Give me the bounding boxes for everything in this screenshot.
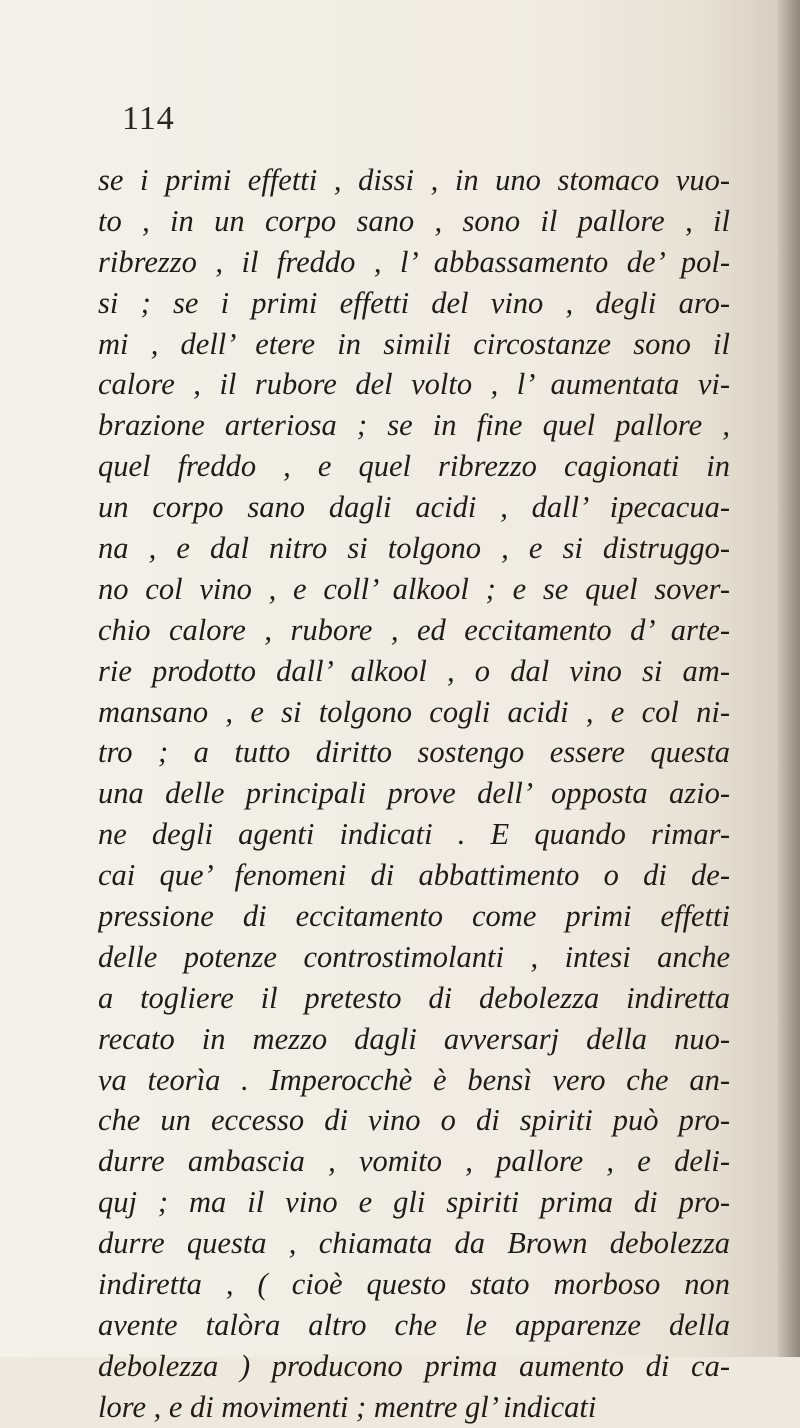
text-line: avente talòra altro che le apparenze della [98, 1307, 730, 1342]
text-line: cai que’ fenomeni di abbattimento o di de- [98, 858, 730, 893]
page-number: 114 [122, 100, 175, 137]
text-line: rie prodotto dall’ alkool , o dal vino si am- [98, 653, 730, 688]
text-line: indiretta , ( cioè questo stato morboso non [98, 1267, 730, 1302]
text-line: quel freddo , e quel ribrezzo cagionati in [98, 449, 730, 484]
text-line: si ; se i primi effetti del vino , degli aro- [98, 285, 730, 320]
text-line: no col vino , e coll’ alkool ; e se quel sover- [98, 571, 730, 606]
text-line: na , e dal nitro si tolgono , e si distruggo- [98, 531, 730, 566]
text-line: pressione di eccitamento come primi effetti [98, 899, 730, 934]
text-line: to , in un corpo sano , sono il pallore , il [98, 203, 730, 238]
text-line: delle potenze controstimolanti , intesi anche [98, 939, 730, 974]
text-line: che un eccesso di vino o di spiriti può pro- [98, 1103, 730, 1138]
text-line: lore , e di movimenti ; mentre gl’ indicati [98, 1389, 597, 1424]
text-line: un corpo sano dagli acidi , dall’ ipecacua- [98, 490, 730, 525]
text-line: mansano , e si tolgono cogli acidi , e col ni- [98, 694, 730, 729]
body-text [98, 160, 730, 1428]
text-line: calore , il rubore del volto , l’ aumentata vi- [98, 367, 730, 402]
text-line: ne degli agenti indicati . E quando rimar- [98, 817, 730, 852]
text-line: a togliere il pretesto di debolezza indiretta [98, 980, 730, 1015]
text-line: recato in mezzo dagli avversarj della nuo- [98, 1021, 730, 1056]
text-line: va teorìa . Imperocchè è bensì vero che an- [98, 1062, 730, 1097]
text-line: mi , dell’ etere in simili circostanze sono il [98, 326, 730, 361]
text-line: durre ambascia , vomito , pallore , e deli- [98, 1144, 730, 1179]
text-line: brazione arteriosa ; se in fine quel pallore , [98, 408, 730, 443]
text-line: ribrezzo , il freddo , l’ abbassamento de’ pol- [98, 244, 730, 279]
text-line: debolezza ) producono prima aumento di ca- [98, 1348, 730, 1383]
text-line: durre questa , chiamata da Brown debolezza [98, 1226, 730, 1261]
text-line: tro ; a tutto diritto sostengo essere questa [98, 735, 730, 770]
text-line: chio calore , rubore , ed eccitamento d’ arte- [98, 612, 730, 647]
text-line: una delle principali prove dell’ opposta azio- [98, 776, 730, 811]
page-binding-edge [778, 0, 800, 1357]
text-line: quj ; ma il vino e gli spiriti prima di pro- [98, 1185, 730, 1220]
text-line: se i primi effetti , dissi , in uno stomaco vuo- [98, 163, 730, 197]
